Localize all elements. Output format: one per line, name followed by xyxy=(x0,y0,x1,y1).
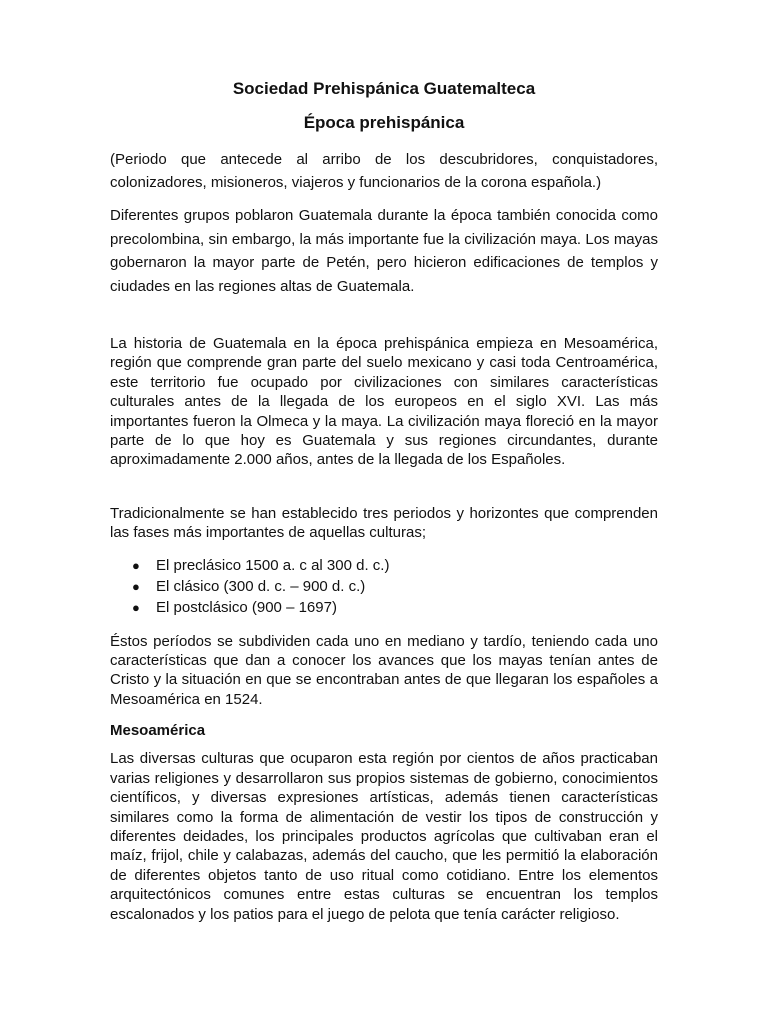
document-title: Sociedad Prehispánica Guatemalteca xyxy=(232,79,536,98)
intro-paragraph: (Periodo que antecede al arribo de los descubridores, conquistadores, colonizadores, misioneros, viajeros y funcionarios de la corona española.) xyxy=(110,151,658,191)
list-item xyxy=(132,576,658,597)
period-clasico: El clásico (300 d. c. – 900 d. c.) xyxy=(156,577,366,595)
section-heading-mesoamerica: Mesoamérica xyxy=(110,722,206,740)
paragraph-mayan-civilization: Diferentes grupos poblaron Guatemala durante la época también conocida como precolombina, sin embargo, la más importante fue la civilización maya. Los mayas gobernaron la mayor parte de Petén, pero hicieron edificaciones de templos y ciudades en las regiones altas de Guatemala. xyxy=(110,207,658,295)
period-postclasico: El postclásico (900 – 1697) xyxy=(156,598,337,616)
bullet-icon: ● xyxy=(132,557,140,573)
period-preclasico: El preclásico 1500 a. c al 300 d. c.) xyxy=(156,556,390,574)
paragraph-mesoamerica-cultures: Las diversas culturas que ocuparon esta región por cientos de años practicaban varias religiones y desarrollaron sus propios sistemas de gobierno, conocimientos científicos, y diversas expresiones artísticas, además tienen características similares como la forma de alimentación de vestir los tipos de construcción y diferentes deidades, los principales productos agrícolas que cultivaban eran el maíz, frijol, chile y calabazas, además del caucho, que les permitió la elaboración de diferentes objetos tanto de uso ritual como cotidiano. Entre los elementos arquitectónicos comunes entre estas culturas se encuentran los templos escalonados y los patios para el juego de pelota que tenía carácter religioso. xyxy=(110,750,658,923)
list-item xyxy=(132,597,658,618)
paragraph-periods-intro: Tradicionalmente se han establecido tres periodos y horizontes que comprenden las fases más importantes de aquellas culturas; xyxy=(110,504,658,542)
bullet-icon: ● xyxy=(132,599,140,615)
list-item xyxy=(132,555,658,576)
periods-list xyxy=(110,555,658,618)
paragraph-periods-detail: Éstos períodos se subdividen cada uno en mediano y tardío, teniendo cada uno características que dan a conocer los avances que los mayas tenían antes de Cristo y la situación en que se encontraban antes de que llegaran los españoles a Mesoamérica en 1524. xyxy=(110,632,658,708)
paragraph-mesoamerica-history: La historia de Guatemala en la época prehispánica empieza en Mesoamérica, región que comprende gran parte del suelo mexicano y casi toda Centroamérica, este territorio fue ocupado por civilizaciones con similares características culturales antes de la llegada de los europeos en el siglo XVI. Las más importantes fueron la Olmeca y la maya. La civilización maya floreció en la mayor parte de lo que hoy es Guatemala y sus regiones circundantes, durante aproximadamente 2.000 años, antes de la llegada de los Españoles. xyxy=(110,335,658,469)
document-subtitle: Época prehispánica xyxy=(303,113,465,132)
bullet-icon: ● xyxy=(132,578,140,594)
